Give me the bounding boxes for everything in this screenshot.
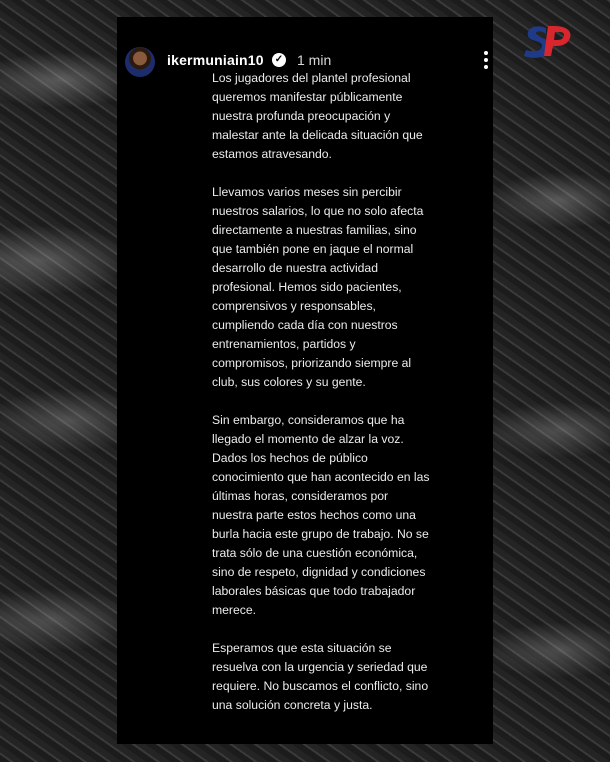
post-time: 1 min: [297, 52, 332, 68]
story-text: [212, 69, 432, 734]
brand-logo: [522, 22, 574, 62]
verified-badge-icon: ✓: [272, 53, 286, 67]
paragraph-3: Sin embargo, consideramos que ha llegado el momento de alzar la voz. Dados los hechos de público conocimiento que han acontecido en las últimas horas, consideramos por nuestra parte estos hechos como una burla hacia este grupo de trabajo. No se trata sólo de una cuestión económica, sino de respeto, dignidad y condiciones laborales básicas que todo trabajador merece.: [212, 413, 430, 617]
username[interactable]: ikermuniain10: [167, 52, 264, 68]
paragraph-2: Llevamos varios meses sin percibir nuestros salarios, lo que no solo afecta directamente a nuestras familias, sino que también pone en jaque el normal desarrollo de nuestra actividad profesional. Hemos sido pacientes, comprensivos y responsables, cumpliendo cada día con nuestros entrenamientos, partidos y compromisos, priorizando siempre al club, sus colores y su gente.: [212, 185, 424, 389]
paragraph-4: Esperamos que esta situación se resuelva con la urgencia y seriedad que requiere. No buscamos el conflicto, sino una solución concreta y justa.: [212, 641, 429, 712]
avatar[interactable]: [125, 47, 155, 77]
paragraph-1: Los jugadores del plantel profesional queremos manifestar públicamente nuestra profunda preocupación y malestar ante la delicada situación que estamos atravesando.: [212, 71, 423, 161]
more-options-icon[interactable]: [483, 51, 489, 71]
story-card: [117, 17, 493, 744]
